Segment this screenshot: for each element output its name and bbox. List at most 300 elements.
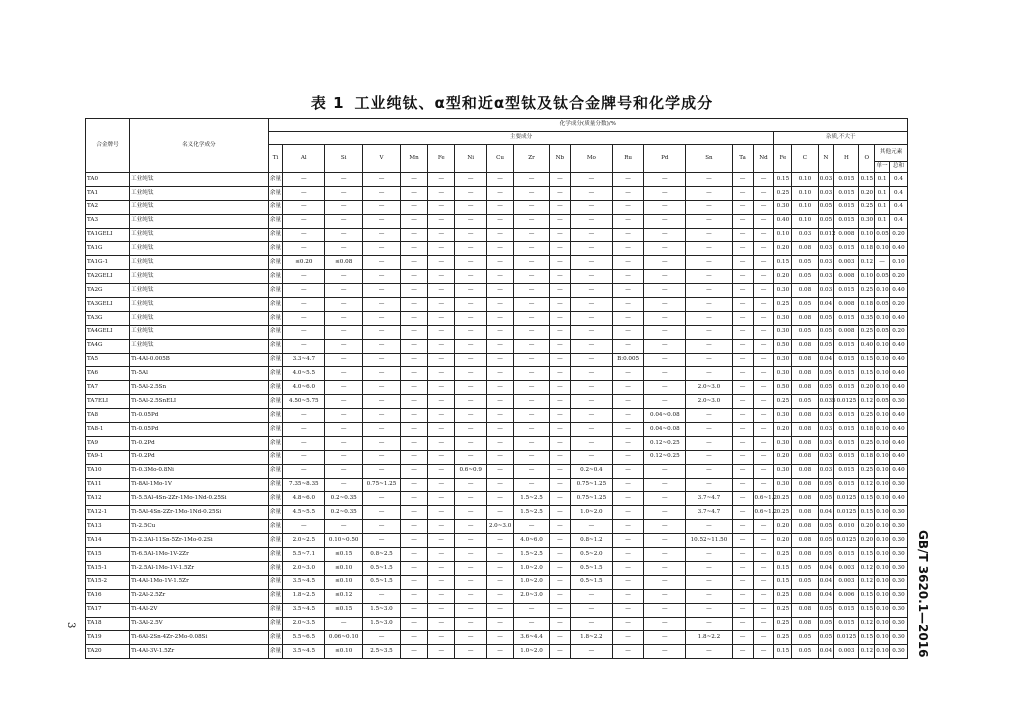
value-cell: — (570, 603, 612, 617)
value-cell: ≤0.15 (325, 548, 363, 562)
value-cell: — (428, 284, 455, 298)
value-cell: 0.25 (774, 395, 792, 409)
value-cell: — (732, 548, 753, 562)
value-cell: — (455, 298, 486, 312)
value-cell: — (644, 645, 686, 659)
value-cell: — (283, 409, 325, 423)
value-cell: 0.6~1.2 (753, 492, 774, 506)
value-cell: — (363, 311, 401, 325)
value-cell: 0.08 (792, 339, 818, 353)
value-cell: — (283, 298, 325, 312)
value-cell: — (753, 548, 774, 562)
value-cell: — (644, 242, 686, 256)
grade-cell: TA1 (86, 186, 130, 200)
value-cell: — (400, 464, 427, 478)
value-cell: 余量 (268, 436, 283, 450)
value-cell: 0.05 (875, 270, 890, 284)
value-cell: — (514, 423, 550, 437)
value-cell: 0.40 (889, 339, 907, 353)
value-cell: 0.10 (792, 173, 818, 187)
value-cell: 0.10 (875, 575, 890, 589)
value-cell: — (486, 395, 513, 409)
value-cell: — (514, 311, 550, 325)
value-cell: 0.40 (889, 409, 907, 423)
value-cell: — (514, 173, 550, 187)
table-row (86, 200, 908, 214)
value-cell: — (570, 423, 612, 437)
value-cell: 0.05 (875, 298, 890, 312)
value-cell: 余量 (268, 353, 283, 367)
impurity-header: 杂质,不大于 (774, 132, 908, 145)
value-cell: 0.05 (818, 214, 834, 228)
value-cell: 0.08 (792, 534, 818, 548)
value-cell: 0.30 (889, 506, 907, 520)
value-cell: 0.40 (889, 311, 907, 325)
value-cell: — (732, 228, 753, 242)
grade-cell: TA13 (86, 520, 130, 534)
nominal-cell: 工业纯钛 (130, 186, 269, 200)
value-cell: — (686, 478, 732, 492)
grade-cell: TA7ELI (86, 395, 130, 409)
grade-cell: TA2GELI (86, 270, 130, 284)
value-cell: 0.25 (859, 325, 875, 339)
element-header-fe: Fe (428, 145, 455, 173)
value-cell: 0.20 (774, 450, 792, 464)
value-cell: 3.5~4.5 (283, 603, 325, 617)
value-cell: 0.5~1.5 (363, 575, 401, 589)
impurity-header-h: H (834, 145, 859, 173)
value-cell: 0.05 (818, 381, 834, 395)
value-cell: — (644, 311, 686, 325)
value-cell: 0.20 (859, 186, 875, 200)
grade-cell: TA1G-1 (86, 256, 130, 270)
value-cell: 0.12 (859, 395, 875, 409)
value-cell: 0.10 (875, 520, 890, 534)
value-cell: — (455, 478, 486, 492)
value-cell: 0.10 (875, 339, 890, 353)
value-cell: — (486, 367, 513, 381)
value-cell: — (325, 242, 363, 256)
table-row (86, 450, 908, 464)
grade-cell: TA5 (86, 353, 130, 367)
value-cell: — (686, 450, 732, 464)
value-cell: — (732, 492, 753, 506)
value-cell: — (753, 200, 774, 214)
value-cell: 0.2~0.4 (570, 464, 612, 478)
value-cell: — (428, 325, 455, 339)
value-cell: — (570, 409, 612, 423)
value-cell: — (325, 381, 363, 395)
value-cell: 0.5~1.5 (570, 575, 612, 589)
value-cell: ≤0.10 (325, 575, 363, 589)
element-header-cu: Cu (486, 145, 513, 173)
value-cell: 5.5~6.5 (283, 631, 325, 645)
value-cell: 0.05 (792, 561, 818, 575)
value-cell: — (686, 575, 732, 589)
value-cell: — (486, 409, 513, 423)
value-cell: — (325, 311, 363, 325)
value-cell: — (612, 520, 643, 534)
value-cell: — (486, 173, 513, 187)
value-cell: — (686, 256, 732, 270)
value-cell: — (455, 631, 486, 645)
value-cell: — (732, 200, 753, 214)
value-cell: 0.40 (889, 436, 907, 450)
value-cell: — (400, 436, 427, 450)
value-cell: — (612, 173, 643, 187)
value-cell: — (486, 325, 513, 339)
value-cell: — (686, 353, 732, 367)
value-cell: — (455, 270, 486, 284)
value-cell: 余量 (268, 367, 283, 381)
table-row (86, 548, 908, 562)
value-cell: — (732, 353, 753, 367)
value-cell: — (428, 395, 455, 409)
value-cell: 0.05 (792, 270, 818, 284)
value-cell: 0.08 (792, 617, 818, 631)
value-cell: — (549, 339, 570, 353)
value-cell: 0.20 (889, 298, 907, 312)
value-cell: — (400, 298, 427, 312)
value-cell: — (570, 617, 612, 631)
grade-cell: TA7 (86, 381, 130, 395)
value-cell: — (570, 367, 612, 381)
value-cell: — (400, 561, 427, 575)
value-cell: 0.03 (818, 256, 834, 270)
value-cell: — (732, 603, 753, 617)
value-cell: — (428, 173, 455, 187)
value-cell: — (732, 436, 753, 450)
value-cell: 0.75~1.25 (363, 478, 401, 492)
value-cell: — (283, 284, 325, 298)
value-cell: — (428, 242, 455, 256)
value-cell: 3.5~4.5 (283, 645, 325, 659)
value-cell: 0.12 (859, 561, 875, 575)
value-cell: — (455, 353, 486, 367)
value-cell: — (644, 339, 686, 353)
value-cell: 0.40 (889, 381, 907, 395)
value-cell: 0.30 (889, 617, 907, 631)
value-cell: 0.10 (875, 548, 890, 562)
value-cell: — (686, 436, 732, 450)
value-cell: 0.6~1.2 (753, 506, 774, 520)
value-cell: 余量 (268, 409, 283, 423)
value-cell: — (363, 186, 401, 200)
value-cell: 0.30 (889, 548, 907, 562)
value-cell: 2.0~3.0 (514, 589, 550, 603)
value-cell: — (549, 589, 570, 603)
value-cell: 0.18 (859, 298, 875, 312)
value-cell: 0.10 (875, 589, 890, 603)
value-cell: — (428, 561, 455, 575)
value-cell: 余量 (268, 631, 283, 645)
value-cell: 0.008 (834, 228, 859, 242)
impurity-header-fe: Fe (774, 145, 792, 173)
value-cell: — (486, 561, 513, 575)
value-cell: 0.08 (792, 436, 818, 450)
value-cell: — (455, 534, 486, 548)
value-cell: — (753, 520, 774, 534)
value-cell: — (428, 589, 455, 603)
value-cell: 2.0~3.0 (686, 381, 732, 395)
value-cell: — (570, 381, 612, 395)
other-elements-header: 其他元素 (875, 145, 908, 162)
value-cell: — (570, 200, 612, 214)
grade-cell: TA15-1 (86, 561, 130, 575)
value-cell: 余量 (268, 603, 283, 617)
value-cell: ≤0.12 (325, 589, 363, 603)
value-cell: — (549, 298, 570, 312)
value-cell: 7.35~8.35 (283, 478, 325, 492)
value-cell: 0.05 (792, 325, 818, 339)
impurity-header-n: N (818, 145, 834, 173)
grade-cell: TA6 (86, 367, 130, 381)
value-cell: — (732, 631, 753, 645)
value-cell: 0.15 (859, 548, 875, 562)
value-cell: 0.30 (889, 561, 907, 575)
value-cell: — (428, 200, 455, 214)
value-cell: 0.30 (889, 520, 907, 534)
value-cell: 0.10 (875, 478, 890, 492)
value-cell: — (455, 603, 486, 617)
value-cell: 0.35 (859, 311, 875, 325)
nominal-cell: 工业纯钛 (130, 311, 269, 325)
value-cell: — (549, 214, 570, 228)
value-cell: 0.08 (792, 506, 818, 520)
value-cell: 余量 (268, 270, 283, 284)
value-cell: — (644, 353, 686, 367)
value-cell: — (644, 270, 686, 284)
value-cell: — (325, 436, 363, 450)
value-cell: 0.25 (774, 186, 792, 200)
value-cell: — (325, 270, 363, 284)
value-cell: 0.035 (818, 395, 834, 409)
nominal-cell: 工业纯钛 (130, 228, 269, 242)
value-cell: — (283, 228, 325, 242)
value-cell: — (363, 464, 401, 478)
value-cell: — (549, 242, 570, 256)
value-cell: — (612, 214, 643, 228)
value-cell: — (428, 381, 455, 395)
value-cell: 0.50 (774, 339, 792, 353)
value-cell: 0.30 (889, 575, 907, 589)
value-cell: 0.10 (875, 311, 890, 325)
value-cell: 0.40 (889, 450, 907, 464)
value-cell: — (686, 645, 732, 659)
nominal-cell: 工业纯钛 (130, 325, 269, 339)
value-cell: — (428, 603, 455, 617)
value-cell: — (455, 256, 486, 270)
table-row (86, 492, 908, 506)
value-cell: — (400, 506, 427, 520)
value-cell: — (549, 548, 570, 562)
value-cell: — (428, 436, 455, 450)
value-cell: — (428, 645, 455, 659)
value-cell: — (514, 617, 550, 631)
value-cell: — (732, 464, 753, 478)
grade-cell: TA1GELI (86, 228, 130, 242)
value-cell: 0.4 (889, 200, 907, 214)
value-cell: 0.20 (889, 228, 907, 242)
value-cell: — (549, 228, 570, 242)
value-cell: — (514, 186, 550, 200)
grade-cell: TA14 (86, 534, 130, 548)
value-cell: 0.40 (774, 214, 792, 228)
value-cell: — (400, 548, 427, 562)
value-cell: — (753, 450, 774, 464)
value-cell: 0.04 (818, 506, 834, 520)
grade-cell: TA15 (86, 548, 130, 562)
value-cell: — (753, 589, 774, 603)
table-number: 表 1 (310, 94, 345, 112)
value-cell: 余量 (268, 186, 283, 200)
value-cell: 1.0~2.0 (514, 575, 550, 589)
table-row (86, 381, 908, 395)
value-cell: — (612, 242, 643, 256)
value-cell: 余量 (268, 589, 283, 603)
value-cell: 0.0125 (834, 395, 859, 409)
value-cell: 0.05 (818, 367, 834, 381)
value-cell: — (732, 645, 753, 659)
value-cell: — (549, 409, 570, 423)
value-cell: — (363, 506, 401, 520)
value-cell: 0.08 (792, 409, 818, 423)
value-cell: 0.03 (792, 228, 818, 242)
value-cell: — (612, 450, 643, 464)
value-cell: 0.25 (774, 298, 792, 312)
value-cell: 0.05 (818, 325, 834, 339)
value-cell: — (325, 186, 363, 200)
table-row (86, 617, 908, 631)
element-header-mn: Mn (400, 145, 427, 173)
value-cell: 0.08 (792, 478, 818, 492)
value-cell: — (455, 409, 486, 423)
value-cell: 0.05 (818, 311, 834, 325)
value-cell: — (570, 325, 612, 339)
value-cell: 0.05 (818, 603, 834, 617)
value-cell: — (400, 367, 427, 381)
value-cell: — (644, 506, 686, 520)
value-cell: ≤0.10 (325, 561, 363, 575)
value-cell: 0.10 (875, 436, 890, 450)
value-cell: — (732, 270, 753, 284)
value-cell: 0.25 (774, 617, 792, 631)
value-cell: — (732, 506, 753, 520)
value-cell: — (514, 325, 550, 339)
nominal-cell: Ti-6.5Al-1Mo-1V-2Zr (130, 548, 269, 562)
value-cell: — (549, 395, 570, 409)
value-cell: 0.10 (875, 284, 890, 298)
value-cell: — (514, 603, 550, 617)
value-cell: 0.20 (889, 270, 907, 284)
value-cell: 0.40 (889, 423, 907, 437)
value-cell: 0.05 (875, 325, 890, 339)
value-cell: — (570, 186, 612, 200)
value-cell: 3.5~4.5 (283, 575, 325, 589)
value-cell: — (400, 478, 427, 492)
value-cell: 余量 (268, 492, 283, 506)
value-cell: — (686, 561, 732, 575)
value-cell: — (612, 561, 643, 575)
value-cell: — (455, 311, 486, 325)
value-cell: 余量 (268, 325, 283, 339)
value-cell: — (283, 270, 325, 284)
table-row (86, 367, 908, 381)
value-cell: 0.03 (818, 270, 834, 284)
value-cell: — (363, 242, 401, 256)
value-cell: — (686, 200, 732, 214)
value-cell: — (612, 339, 643, 353)
value-cell: — (486, 256, 513, 270)
value-cell: 0.40 (889, 284, 907, 298)
value-cell: 余量 (268, 284, 283, 298)
value-cell: 0.015 (834, 464, 859, 478)
value-cell: 0.015 (834, 548, 859, 562)
value-cell: 0.30 (889, 478, 907, 492)
value-cell: — (455, 575, 486, 589)
value-cell: — (686, 339, 732, 353)
value-cell: — (363, 228, 401, 242)
value-cell: — (549, 200, 570, 214)
value-cell: — (400, 395, 427, 409)
element-header-v: V (363, 145, 401, 173)
value-cell: 0.04 (818, 589, 834, 603)
value-cell: — (753, 603, 774, 617)
value-cell: — (644, 492, 686, 506)
value-cell: — (363, 325, 401, 339)
value-cell: — (686, 548, 732, 562)
value-cell: — (514, 214, 550, 228)
value-cell: — (753, 617, 774, 631)
value-cell: — (644, 561, 686, 575)
value-cell: 0.08 (792, 548, 818, 562)
composition-header: 化学成分(质量分数)/% (268, 119, 907, 132)
value-cell: 0.08 (792, 589, 818, 603)
element-header-al: Al (283, 145, 325, 173)
value-cell: — (570, 353, 612, 367)
value-cell: 0.15 (774, 645, 792, 659)
grade-cell: TA1G (86, 242, 130, 256)
value-cell: 0.5~2.0 (570, 548, 612, 562)
value-cell: — (644, 228, 686, 242)
value-cell: — (400, 256, 427, 270)
value-cell: ≤0.15 (325, 603, 363, 617)
value-cell: — (325, 339, 363, 353)
value-cell: — (514, 284, 550, 298)
value-cell: 余量 (268, 464, 283, 478)
value-cell: 0.08 (792, 367, 818, 381)
value-cell: — (400, 450, 427, 464)
value-cell: — (549, 256, 570, 270)
grade-cell: TA11 (86, 478, 130, 492)
value-cell: — (644, 603, 686, 617)
value-cell: — (686, 409, 732, 423)
value-cell: — (549, 423, 570, 437)
value-cell: 4.8~6.0 (283, 492, 325, 506)
value-cell: 余量 (268, 575, 283, 589)
grade-cell: TA2 (86, 200, 130, 214)
value-cell: — (612, 492, 643, 506)
value-cell: 余量 (268, 311, 283, 325)
value-cell: — (363, 589, 401, 603)
value-cell: 0.010 (834, 520, 859, 534)
value-cell: — (514, 520, 550, 534)
nominal-cell: 工业纯钛 (130, 200, 269, 214)
value-cell: — (644, 200, 686, 214)
value-cell: — (400, 339, 427, 353)
value-cell: — (325, 353, 363, 367)
table-row (86, 395, 908, 409)
